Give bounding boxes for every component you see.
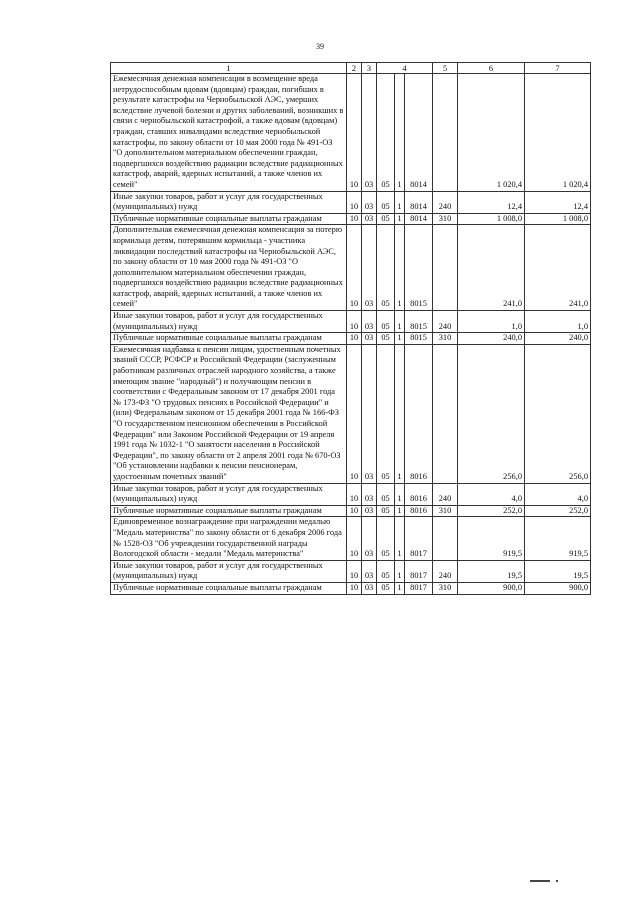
col-section: 10 xyxy=(347,191,362,213)
table-row xyxy=(111,582,591,594)
col-target-sub: 1 xyxy=(395,505,405,517)
row-description: Публичные нормативные социальные выплаты гражданам xyxy=(111,582,347,594)
col-target-sub: 1 xyxy=(395,560,405,582)
table-body xyxy=(111,74,591,595)
table-row xyxy=(111,74,591,192)
col-amount: 4,0 xyxy=(458,483,525,505)
col-target-program: 05 xyxy=(377,517,395,560)
table-row xyxy=(111,517,591,560)
col-target-sub: 1 xyxy=(395,191,405,213)
col-target-sub: 1 xyxy=(395,213,405,225)
col-amount-total: 900,0 xyxy=(525,582,591,594)
col-target-code: 8014 xyxy=(405,74,433,192)
row-description: Иные закупки товаров, работ и услуг для государственных (муниципальных) нужд xyxy=(111,560,347,582)
header-cell: 2 xyxy=(347,63,362,74)
col-subsection: 03 xyxy=(362,560,377,582)
col-expense-type xyxy=(433,225,458,311)
col-section: 10 xyxy=(347,213,362,225)
header-cell: 6 xyxy=(458,63,525,74)
row-description: Иные закупки товаров, работ и услуг для государственных (муниципальных) нужд xyxy=(111,311,347,333)
row-description: Публичные нормативные социальные выплаты гражданам xyxy=(111,213,347,225)
scan-mark xyxy=(556,880,558,882)
col-expense-type: 310 xyxy=(433,582,458,594)
col-amount: 1 008,0 xyxy=(458,213,525,225)
row-description: Публичные нормативные социальные выплаты гражданам xyxy=(111,333,347,345)
col-target-sub: 1 xyxy=(395,333,405,345)
col-amount: 240,0 xyxy=(458,333,525,345)
col-section: 10 xyxy=(347,311,362,333)
col-amount: 1,0 xyxy=(458,311,525,333)
table-row xyxy=(111,505,591,517)
col-target-sub: 1 xyxy=(395,344,405,483)
col-target-code: 8014 xyxy=(405,213,433,225)
header-cell: 1 xyxy=(111,63,347,74)
col-expense-type xyxy=(433,517,458,560)
col-amount-total: 241,0 xyxy=(525,225,591,311)
col-amount-total: 1 008,0 xyxy=(525,213,591,225)
col-section: 10 xyxy=(347,483,362,505)
col-expense-type: 310 xyxy=(433,213,458,225)
col-target-sub: 1 xyxy=(395,74,405,192)
col-target-program: 05 xyxy=(377,311,395,333)
col-amount-total: 256,0 xyxy=(525,344,591,483)
col-expense-type: 240 xyxy=(433,560,458,582)
table-row xyxy=(111,191,591,213)
col-section: 10 xyxy=(347,517,362,560)
col-subsection: 03 xyxy=(362,582,377,594)
col-target-program: 05 xyxy=(377,582,395,594)
table-row xyxy=(111,311,591,333)
col-target-code: 8015 xyxy=(405,225,433,311)
col-target-code: 8016 xyxy=(405,344,433,483)
col-target-sub: 1 xyxy=(395,517,405,560)
col-amount: 252,0 xyxy=(458,505,525,517)
col-section: 10 xyxy=(347,74,362,192)
row-description: Единовременное вознаграждение при награждении медалью "Медаль материнства" по закону области от 6 декабря 2006 года № 1528-ОЗ "Об учреждении государственной награды Вологодской области - медали "Медаль материнства" xyxy=(111,517,347,560)
col-target-program: 05 xyxy=(377,344,395,483)
col-subsection: 03 xyxy=(362,311,377,333)
header-cell: 7 xyxy=(525,63,591,74)
header-cell: 4 xyxy=(377,63,433,74)
col-target-sub: 1 xyxy=(395,483,405,505)
col-amount: 12,4 xyxy=(458,191,525,213)
page-number: 39 xyxy=(316,42,324,51)
header-cell: 5 xyxy=(433,63,458,74)
col-amount-total: 1,0 xyxy=(525,311,591,333)
col-target-code: 8017 xyxy=(405,582,433,594)
col-target-code: 8016 xyxy=(405,483,433,505)
col-target-code: 8015 xyxy=(405,311,433,333)
col-target-sub: 1 xyxy=(395,311,405,333)
row-description: Ежемесячная надбавка к пенсии лицам, удостоенным почетных званий СССР, РСФСР и Российской Федерации (заслуженным работникам различных отраслей народного хозяйства, а также имеющим звание "народный") и получающим пенсии в соответствии с Федеральным законом от 17 декабря 2001 года № 173-ФЗ "О трудовых пенсиях в Российской Федерации" и (или) Федеральным законом от 15 декабря 2001 года № 166-ФЗ "О государственном пенсионном обеспечении в Российской Федерации" или Законом Российской Федерации от 19 апреля 1991 года № 1032-1 "О занятости населения в Российской Федерации", по закону области от 2 апреля 2001 года № 670-ОЗ "Об установлении надбавки к пенсии пенсионерам, удостоенным почетных званий" xyxy=(111,344,347,483)
col-subsection: 03 xyxy=(362,74,377,192)
col-subsection: 03 xyxy=(362,213,377,225)
col-expense-type: 310 xyxy=(433,505,458,517)
table-row xyxy=(111,560,591,582)
col-amount-total: 919,5 xyxy=(525,517,591,560)
col-expense-type: 240 xyxy=(433,483,458,505)
col-amount: 1 020,4 xyxy=(458,74,525,192)
table-row xyxy=(111,333,591,345)
row-description: Иные закупки товаров, работ и услуг для государственных (муниципальных) нужд xyxy=(111,483,347,505)
col-expense-type: 310 xyxy=(433,333,458,345)
col-amount-total: 240,0 xyxy=(525,333,591,345)
col-target-sub: 1 xyxy=(395,225,405,311)
col-section: 10 xyxy=(347,582,362,594)
col-section: 10 xyxy=(347,333,362,345)
col-amount: 19,5 xyxy=(458,560,525,582)
col-amount: 900,0 xyxy=(458,582,525,594)
row-description: Иные закупки товаров, работ и услуг для государственных (муниципальных) нужд xyxy=(111,191,347,213)
col-section: 10 xyxy=(347,225,362,311)
row-description: Ежемесячная денежная компенсация в возмещение вреда нетрудоспособным вдовам (вдовцам) граждан, погибших в результате катастрофы на Чернобыльской АЭС, умерших вследствие лучевой болезни и других заболеваний, возникших в связи с чернобыльской катастрофой, а также вдовам (вдовцам) граждан, ставших инвалидами вследствие чернобыльской катастрофы, по закону области от 10 мая 2000 года № 491-ОЗ "О дополнительном материальном обеспечении граждан, подвергшихся воздействию радиации вследствие радиационных катастроф, аварий, ядерных испытаний, а также членов их семей" xyxy=(111,74,347,192)
col-target-program: 05 xyxy=(377,225,395,311)
table-row xyxy=(111,344,591,483)
col-subsection: 03 xyxy=(362,517,377,560)
col-subsection: 03 xyxy=(362,344,377,483)
budget-table xyxy=(110,62,591,595)
col-subsection: 03 xyxy=(362,505,377,517)
col-amount: 919,5 xyxy=(458,517,525,560)
col-target-sub: 1 xyxy=(395,582,405,594)
col-amount-total: 4,0 xyxy=(525,483,591,505)
table-row xyxy=(111,225,591,311)
col-target-code: 8016 xyxy=(405,505,433,517)
table-row xyxy=(111,213,591,225)
col-target-program: 05 xyxy=(377,74,395,192)
col-amount-total: 12,4 xyxy=(525,191,591,213)
col-section: 10 xyxy=(347,505,362,517)
col-amount-total: 252,0 xyxy=(525,505,591,517)
col-target-program: 05 xyxy=(377,505,395,517)
col-subsection: 03 xyxy=(362,191,377,213)
table-header-row xyxy=(111,63,591,74)
col-amount-total: 19,5 xyxy=(525,560,591,582)
col-target-program: 05 xyxy=(377,191,395,213)
col-target-code: 8014 xyxy=(405,191,433,213)
col-subsection: 03 xyxy=(362,225,377,311)
col-subsection: 03 xyxy=(362,483,377,505)
col-expense-type xyxy=(433,344,458,483)
col-section: 10 xyxy=(347,560,362,582)
col-expense-type xyxy=(433,74,458,192)
header-cell: 3 xyxy=(362,63,377,74)
col-amount: 241,0 xyxy=(458,225,525,311)
col-target-code: 8017 xyxy=(405,560,433,582)
row-description: Публичные нормативные социальные выплаты гражданам xyxy=(111,505,347,517)
col-target-code: 8015 xyxy=(405,333,433,345)
col-target-program: 05 xyxy=(377,213,395,225)
col-subsection: 03 xyxy=(362,333,377,345)
col-target-program: 05 xyxy=(377,483,395,505)
scan-mark xyxy=(530,880,550,882)
col-section: 10 xyxy=(347,344,362,483)
table-row xyxy=(111,483,591,505)
col-target-program: 05 xyxy=(377,560,395,582)
col-amount: 256,0 xyxy=(458,344,525,483)
col-amount-total: 1 020,4 xyxy=(525,74,591,192)
row-description: Дополнительная ежемесячная денежная компенсация за потерю кормильца детям, потерявшим кормильца - участника ликвидации последствий катастрофы на Чернобыльской АЭС, по закону области от 10 мая 2000 года № 491-ОЗ "О дополнительном материальном обеспечении граждан, подвергшихся воздействию радиации вследствие радиационных катастроф, аварий, ядерных испытаний, а также членов их семей" xyxy=(111,225,347,311)
col-target-code: 8017 xyxy=(405,517,433,560)
col-expense-type: 240 xyxy=(433,191,458,213)
col-target-program: 05 xyxy=(377,333,395,345)
col-expense-type: 240 xyxy=(433,311,458,333)
